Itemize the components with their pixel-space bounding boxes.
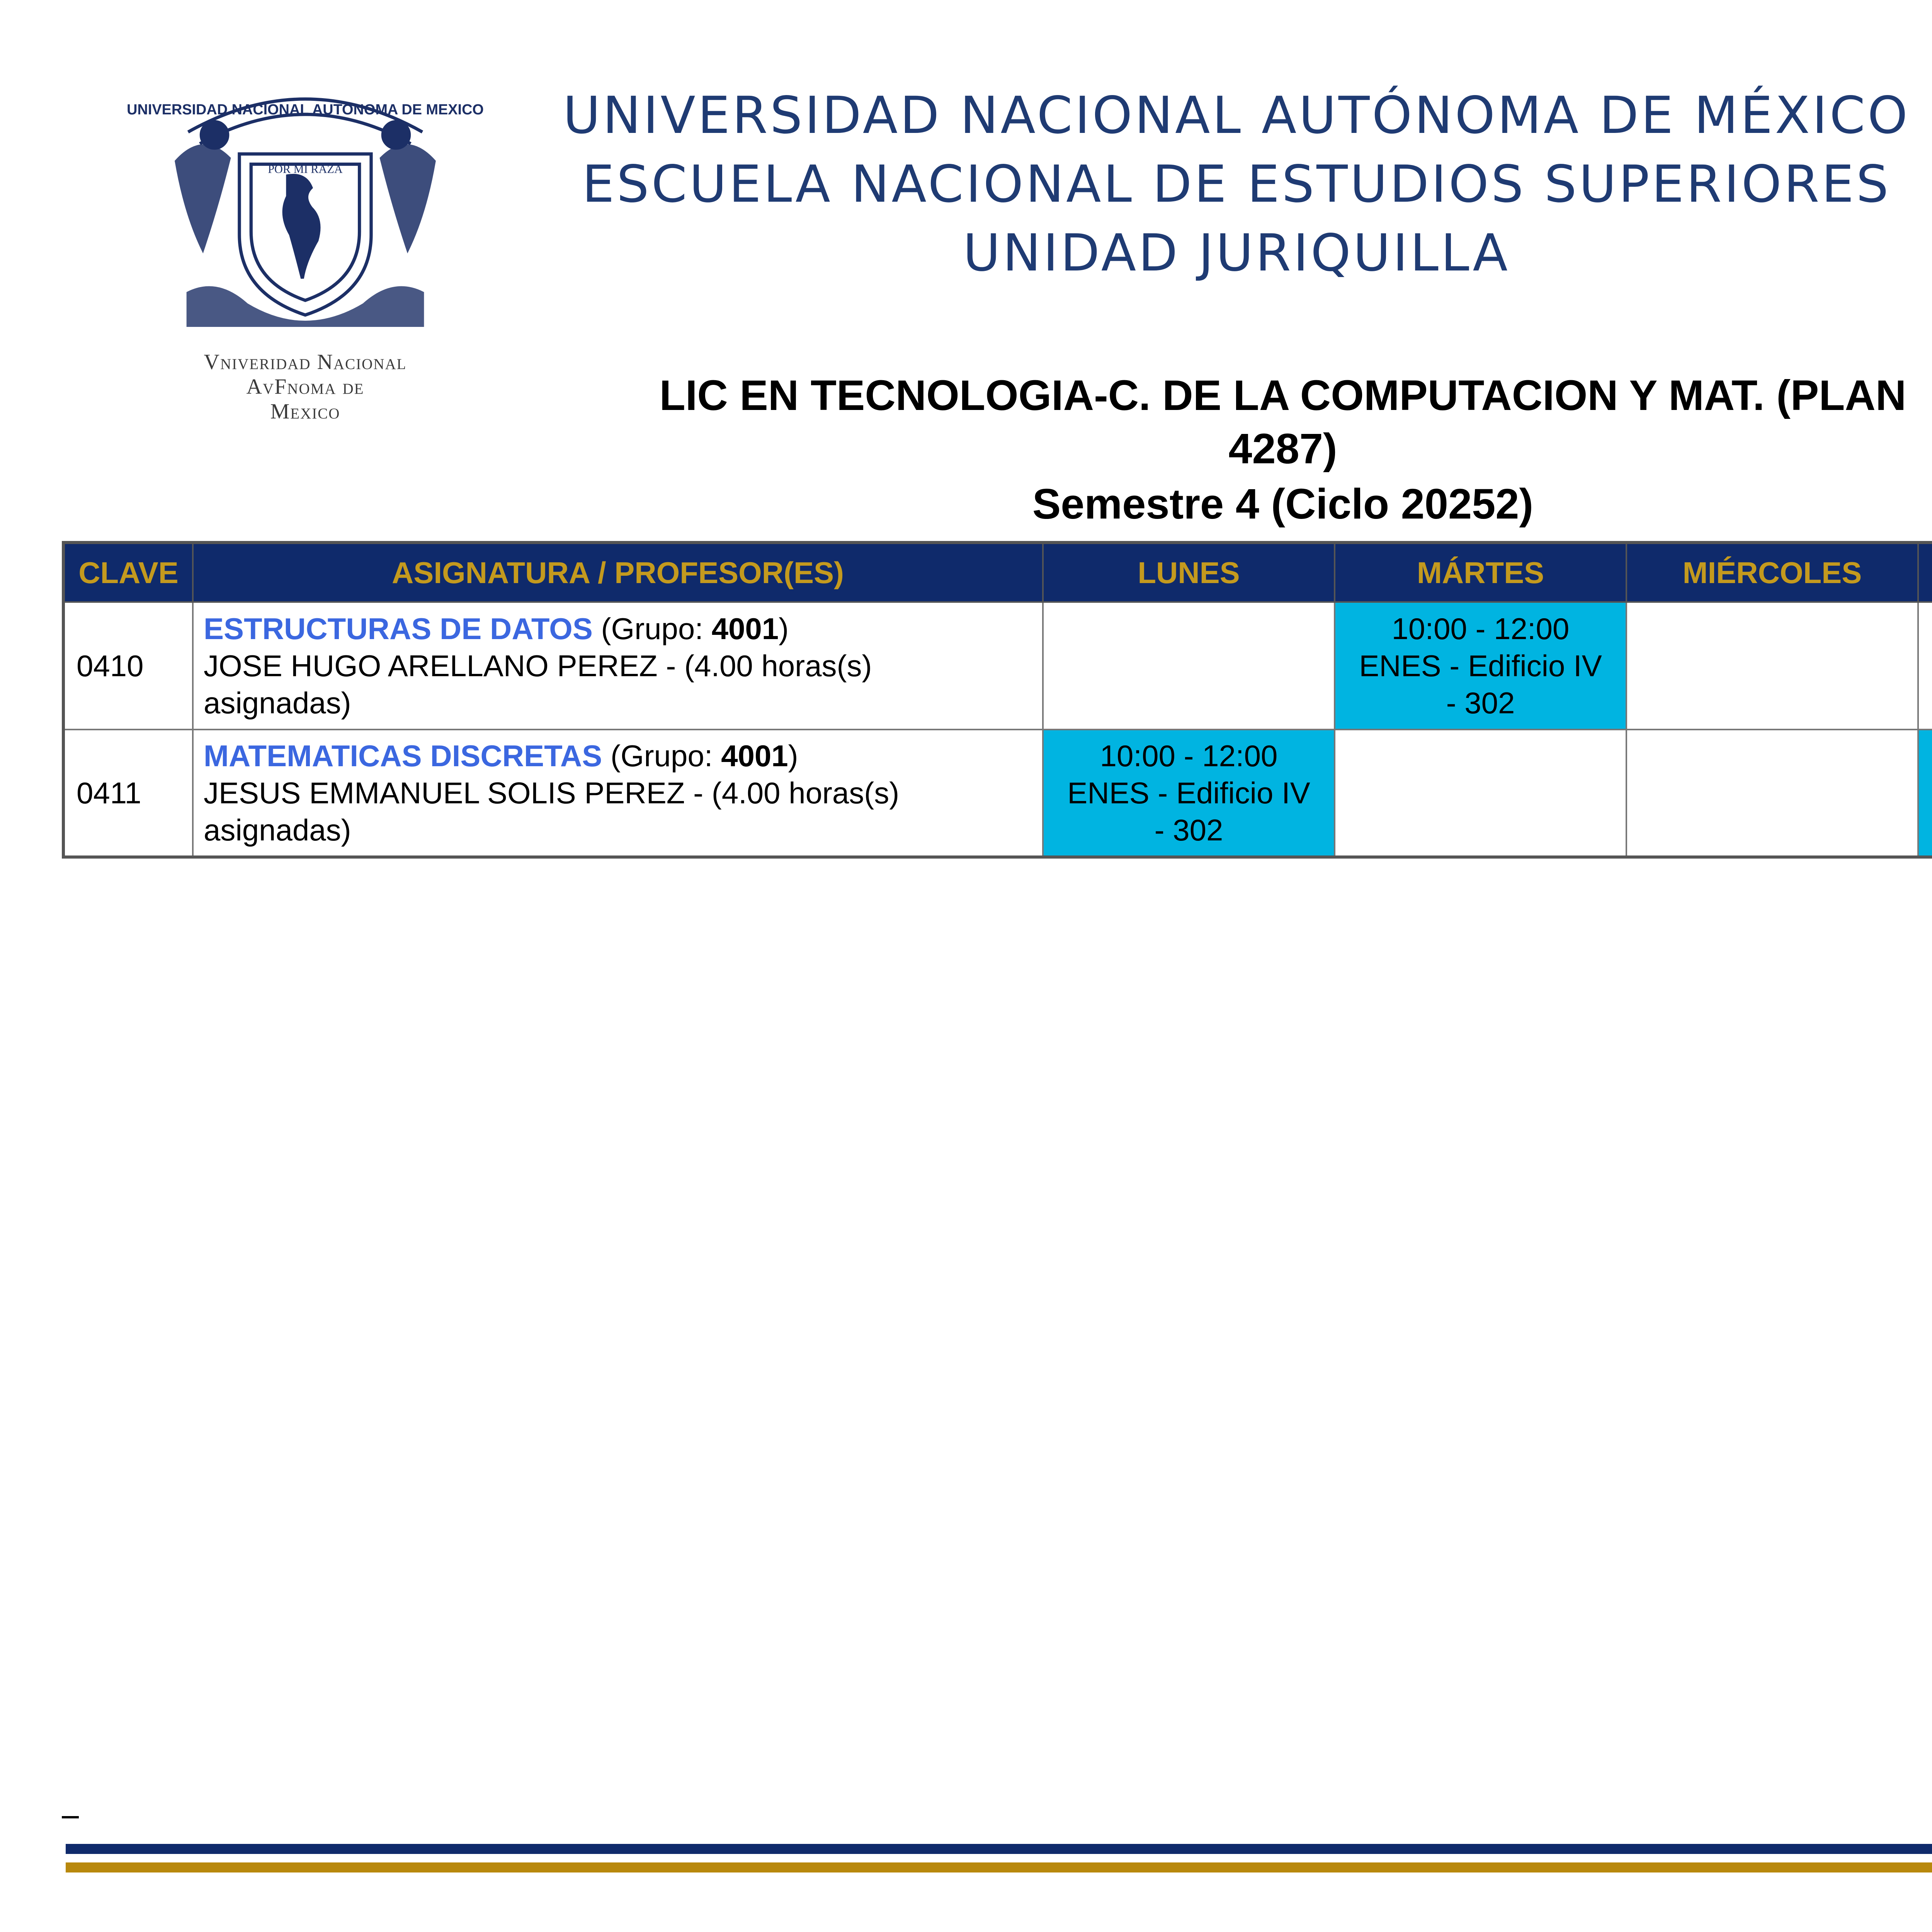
group-number: 4001 (721, 739, 788, 773)
unam-seal-left (127, 73, 484, 352)
session-room (1923, 811, 1932, 849)
martes-cell (1335, 602, 1626, 730)
semester-title: Semestre 4 (Ciclo 20252) (1032, 480, 1534, 528)
jueves-cell (1918, 602, 1932, 730)
seal-caption-line-1: Vniveridad Nacional (204, 350, 407, 374)
session-time: 10:00 - 12:00 (1100, 739, 1278, 773)
professor-name: JOSE HUGO ARELLANO PEREZ - (4.00 horas(s) (204, 649, 872, 683)
seal-caption-line-2: AvFnoma de (246, 375, 364, 399)
group-suffix: ) (779, 612, 789, 646)
martes-cell (1335, 730, 1626, 857)
program-title-line-2: 4287) (1228, 425, 1337, 473)
lunes-cell (1043, 730, 1335, 857)
footer-bar-blue (66, 1844, 1932, 1854)
group-suffix: ) (788, 739, 798, 773)
header-clave: CLAVE (63, 543, 193, 602)
table-row (63, 730, 1932, 857)
table-header-row (63, 543, 1932, 602)
professor-hours: asignadas) (204, 686, 351, 720)
professor-name: JESUS EMMANUEL SOLIS PEREZ - (4.00 horas(s) (204, 776, 900, 810)
session-room: - 302 (1446, 686, 1515, 720)
header-jueves (1918, 543, 1932, 602)
session-place: ENES - Edificio IV (1067, 776, 1310, 810)
footer-dash (62, 1816, 79, 1818)
svg-text:UNIVERSIDAD NACIONAL AUTONOMA: UNIVERSIDAD NACIONAL AUTONOMA DE MEXICO (127, 102, 484, 118)
miercoles-cell (1626, 730, 1918, 857)
header-miercoles: MIÉRCOLES (1626, 543, 1918, 602)
jueves-cell (1918, 730, 1932, 857)
school-name: ESCUELA NACIONAL DE ESTUDIOS SUPERIORES (582, 155, 1891, 214)
schedule-table (62, 541, 1932, 859)
footer-bar-gold (66, 1862, 1932, 1872)
campus-name: UNIDAD JURIQUILLA (963, 223, 1510, 283)
header-asignatura: ASIGNATURA / PROFESOR(ES) (193, 543, 1043, 602)
university-name: UNIVERSIDAD NACIONAL AUTÓNOMA DE MÉXICO (563, 86, 1910, 145)
miercoles-cell (1626, 602, 1918, 730)
program-title-line-1: LIC EN TECNOLOGIA-C. DE LA COMPUTACION Y MAT. (PLAN (659, 372, 1906, 419)
unam-seal-icon (127, 73, 484, 352)
seal-caption (151, 350, 460, 424)
group-number: 4001 (711, 612, 779, 646)
lunes-cell (1043, 602, 1335, 730)
subject-link[interactable]: MATEMATICAS DISCRETAS (204, 739, 602, 773)
clave-cell: 0410 (63, 602, 193, 730)
clave-cell: 0411 (63, 730, 193, 857)
session-time (1923, 737, 1932, 774)
session-place (1923, 774, 1932, 811)
session-time: 10:00 - 12:00 (1391, 612, 1570, 646)
header-lunes: LUNES (1043, 543, 1335, 602)
session-place: ENES - Edificio IV (1359, 649, 1602, 683)
asignatura-cell (193, 602, 1043, 730)
university-heading (464, 81, 1932, 287)
program-title (580, 369, 1932, 476)
asignatura-cell (193, 730, 1043, 857)
group-prefix: (Grupo: (602, 739, 721, 773)
session-room: - 302 (1154, 813, 1223, 847)
svg-text:POR MI RAZA: POR MI RAZA (268, 162, 343, 176)
table-row (63, 602, 1932, 730)
header-martes: MÁRTES (1335, 543, 1626, 602)
professor-hours: asignadas) (204, 813, 351, 847)
subject-link[interactable]: ESTRUCTURAS DE DATOS (204, 612, 593, 646)
seal-caption-line-3: Mexico (270, 400, 340, 423)
group-prefix: (Grupo: (592, 612, 712, 646)
